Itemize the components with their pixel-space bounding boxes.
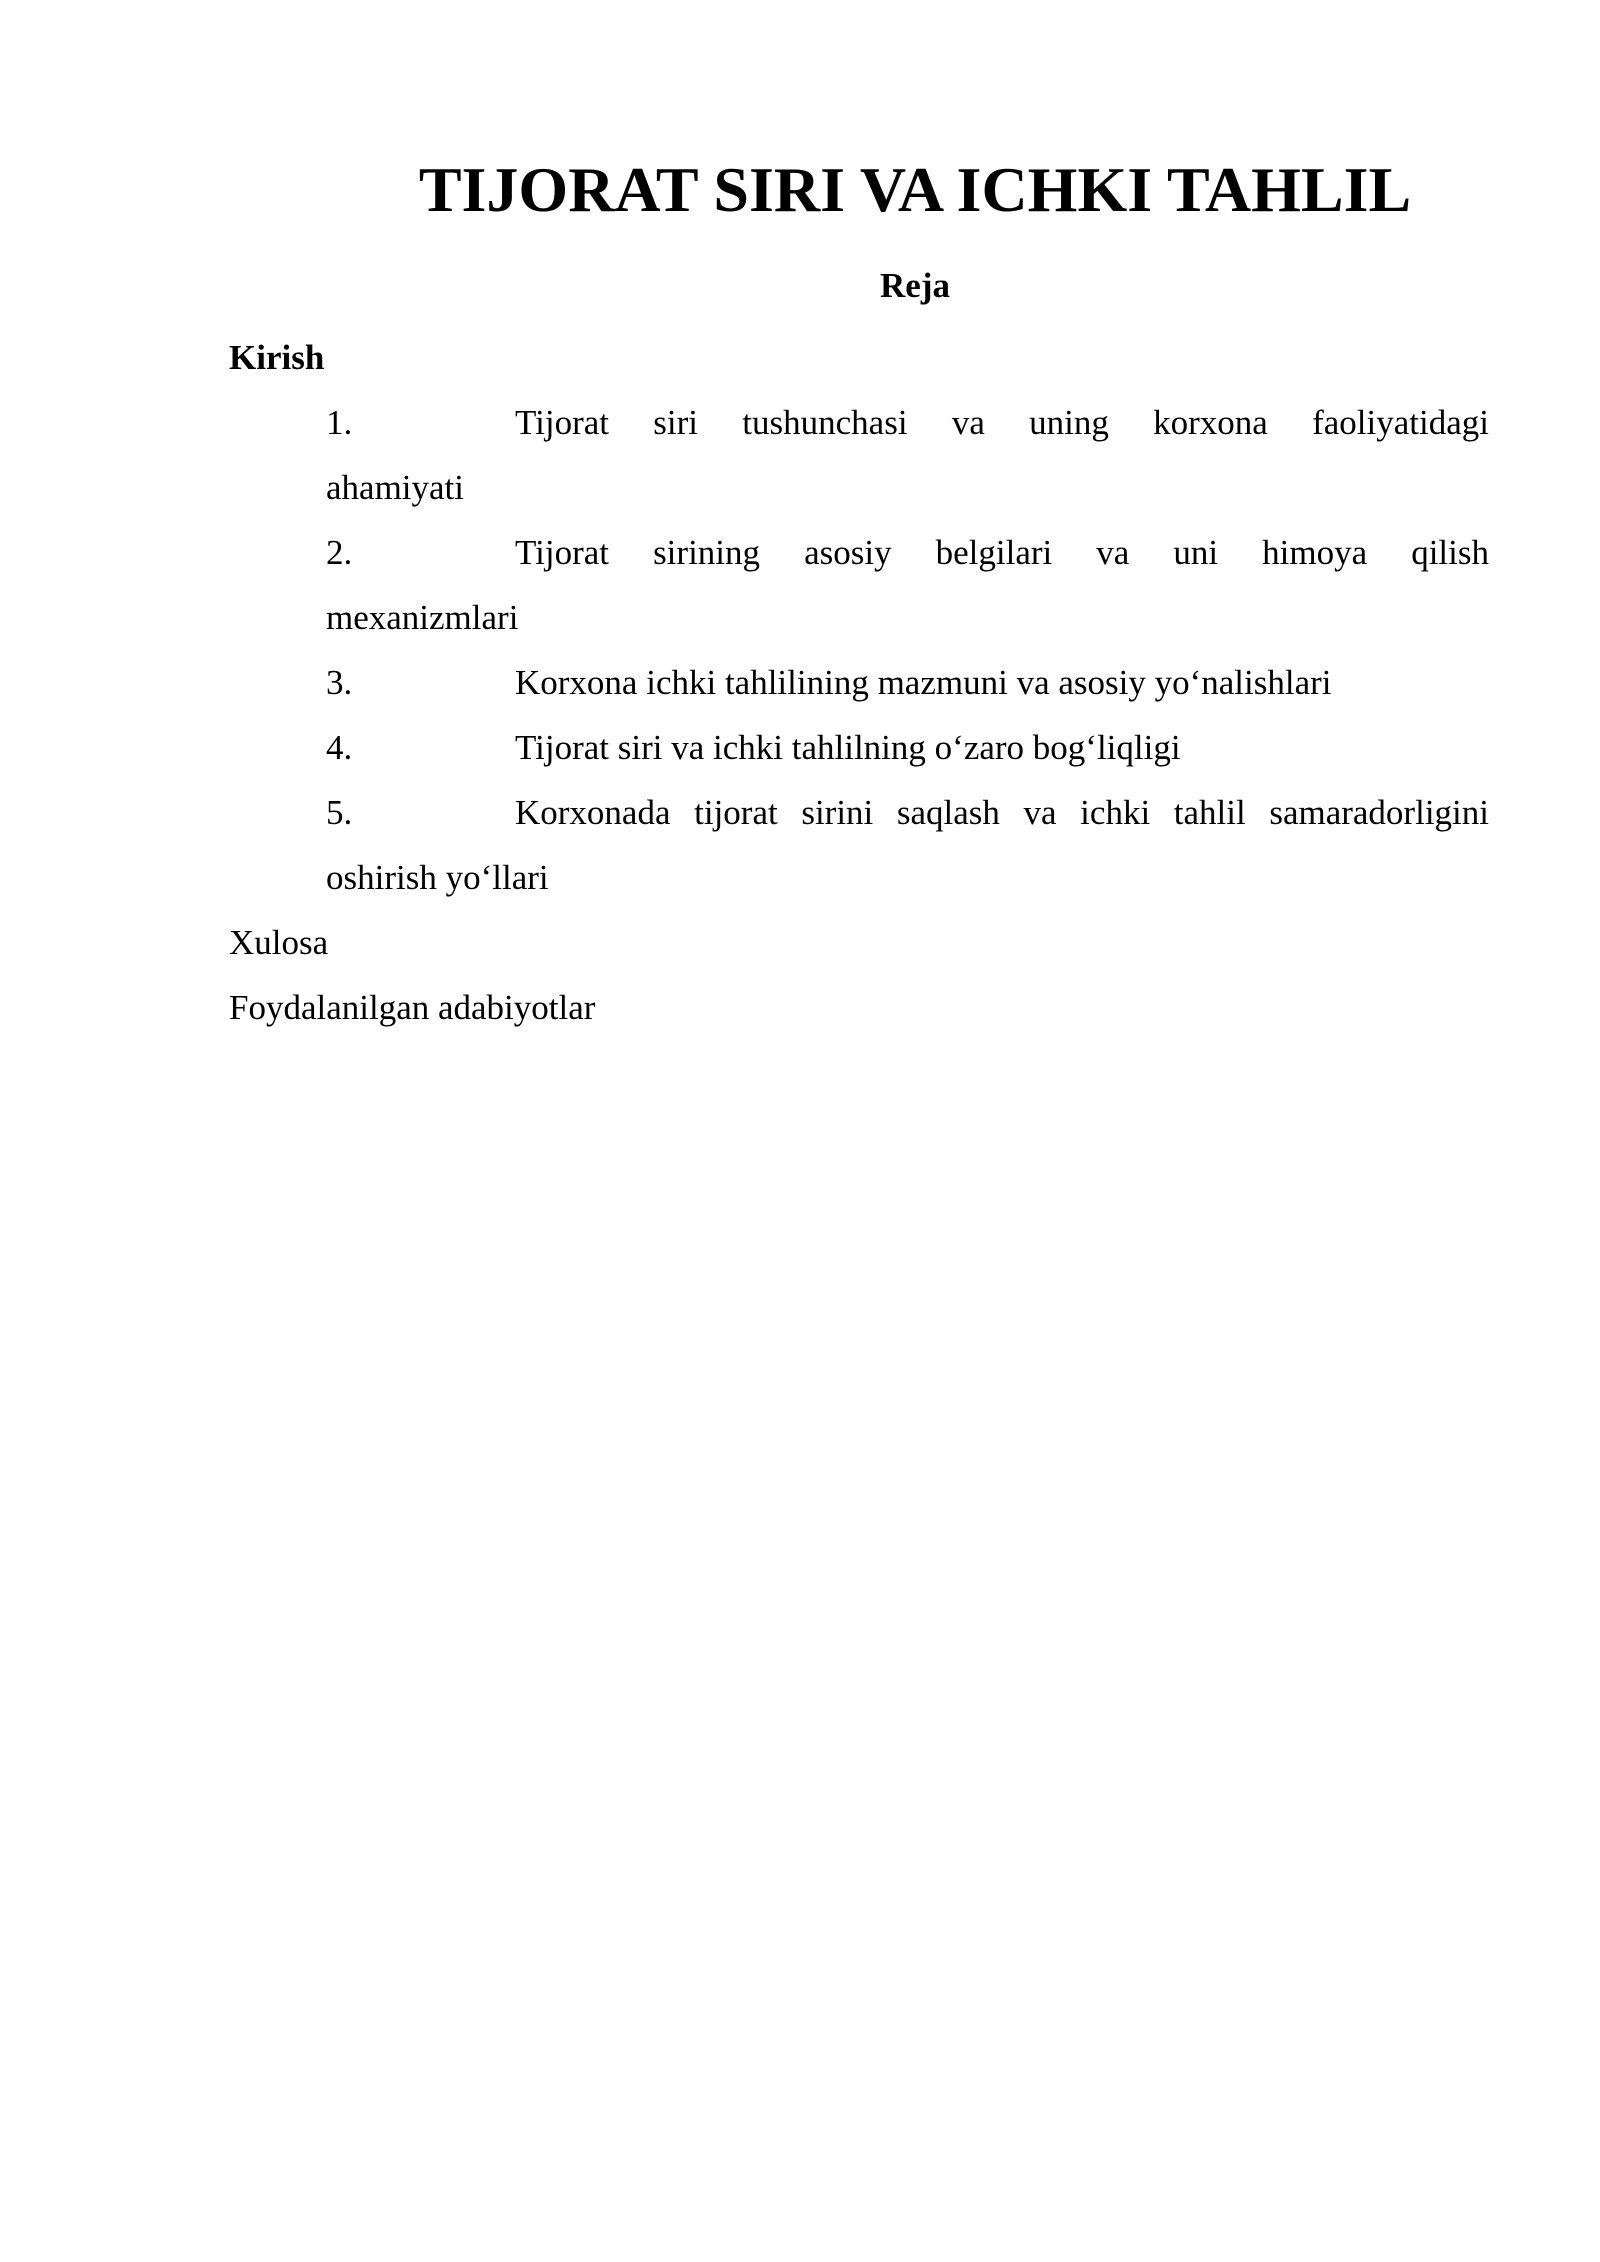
plan-item-number: 4. (326, 728, 353, 767)
references-heading: Foydalanilgan adabiyotlar (229, 988, 596, 1027)
plan-item-text: Tijorat siri va ichki tahlilning o‘zaro bog‘liqligi (515, 728, 1181, 767)
plan-heading: Reja (880, 266, 950, 305)
plan-item-text: Korxona ichki tahlilining mazmuni va asosiy yo‘nalishlari (515, 663, 1332, 702)
plan-item-text: Tijorat siri tushunchasi va uning korxona faoliyatidagi (515, 403, 1489, 442)
plan-item-number: 5. (326, 793, 353, 832)
plan-item-text-continued: ahamiyati (326, 468, 465, 507)
plan-item-number: 1. (326, 403, 353, 442)
intro-heading: Kirish (229, 338, 325, 377)
document-body (229, 325, 1489, 1040)
plan-item-2 (326, 520, 1489, 650)
plan-item-4 (326, 715, 1489, 780)
plan-item-text-continued: mexanizmlari (326, 598, 519, 637)
plan-item-5 (326, 780, 1489, 910)
plan-item-text-continued: oshirish yo‘llari (326, 858, 549, 897)
plan-item-text: Tijorat sirining asosiy belgilari va uni himoya qilish (515, 533, 1489, 572)
plan-item-1 (326, 390, 1489, 520)
plan-item-number: 3. (326, 663, 353, 702)
conclusion-heading: Xulosa (229, 923, 329, 962)
plan-item-number: 2. (326, 533, 353, 572)
plan-item-text: Korxonada tijorat sirini saqlash va ichki tahlil samaradorligini (515, 793, 1489, 832)
document-title: TIJORAT SIRI VA ICHKI TAHLIL (418, 154, 1412, 225)
plan-item-3 (326, 650, 1489, 715)
